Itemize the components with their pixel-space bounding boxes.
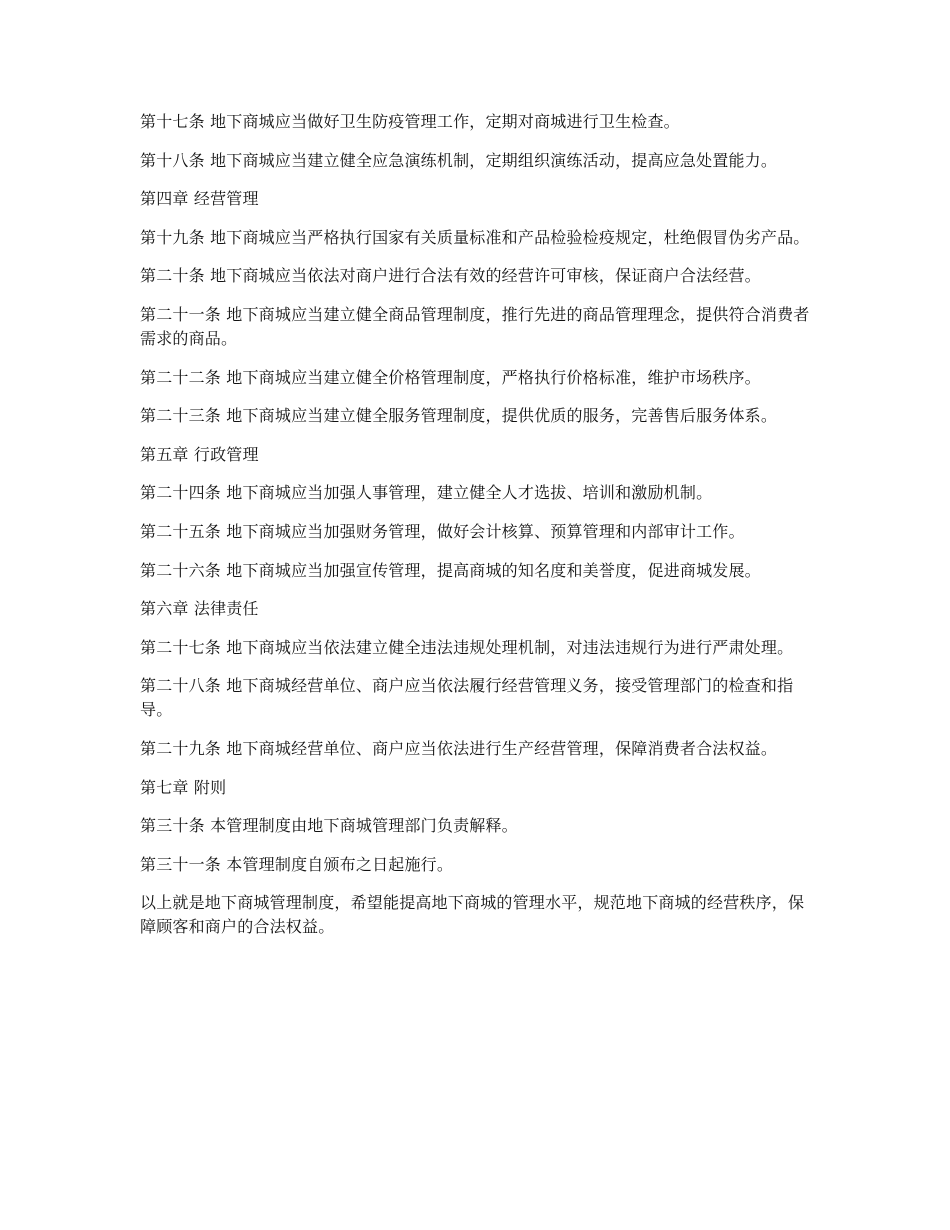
article-18: 第十八条 地下商城应当建立健全应急演练机制，定期组织演练活动，提高应急处置能力。 — [140, 150, 778, 170]
article-26: 第二十六条 地下商城应当加强宣传管理，提高商城的知名度和美誉度，促进商城发展。 — [140, 560, 761, 580]
article-29: 第二十九条 地下商城经营单位、商户应当依法进行生产经营管理，保障消费者合法权益。 — [140, 738, 778, 758]
article-17: 第十七条 地下商城应当做好卫生防疫管理工作，定期对商城进行卫生检查。 — [140, 112, 680, 131]
closing-paragraph: 以上就是地下商城管理制度，希望能提高地下商城的管理水平，规范地下商城的经营秩序，保障顾客和商户的合法权益。 — [140, 893, 805, 937]
article-28: 第二十八条 地下商城经营单位、商户应当依法履行经营管理义务，接受管理部门的检查和指导。 — [140, 676, 794, 720]
article-21: 第二十一条 地下商城应当建立健全商品管理制度，推行先进的商品管理理念，提供符合消费者需求的商品。 — [140, 304, 810, 348]
chapter-6-heading: 第六章 法律责任 — [140, 599, 259, 619]
article-30: 第三十条 本管理制度由地下商城管理部门负责解释。 — [140, 816, 518, 836]
article-19: 第十九条 地下商城应当严格执行国家有关质量标准和产品检验检疫规定，杜绝假冒伪劣产品。 — [140, 227, 810, 247]
article-23: 第二十三条 地下商城应当建立健全服务管理制度，提供优质的服务，完善售后服务体系。 — [140, 406, 778, 426]
article-20: 第二十条 地下商城应当依法对商户进行合法有效的经营许可审核，保证商户合法经营。 — [140, 266, 761, 286]
article-25: 第二十五条 地下商城应当加强财务管理，做好会计核算、预算管理和内部审计工作。 — [140, 521, 745, 541]
chapter-4-heading: 第四章 经营管理 — [140, 189, 259, 209]
article-31: 第三十一条 本管理制度自颁布之日起施行。 — [140, 854, 454, 874]
chapter-5-heading: 第五章 行政管理 — [140, 444, 259, 464]
article-24: 第二十四条 地下商城应当加强人事管理，建立健全人才选拔、培训和激励机制。 — [140, 483, 713, 503]
article-22: 第二十二条 地下商城应当建立健全价格管理制度，严格执行价格标准，维护市场秩序。 — [140, 367, 761, 387]
document-body — [140, 110, 820, 954]
article-27: 第二十七条 地下商城应当依法建立健全违法违规处理机制，对违法违规行为进行严肃处理。 — [140, 637, 794, 657]
chapter-7-heading: 第七章 附则 — [140, 777, 227, 797]
